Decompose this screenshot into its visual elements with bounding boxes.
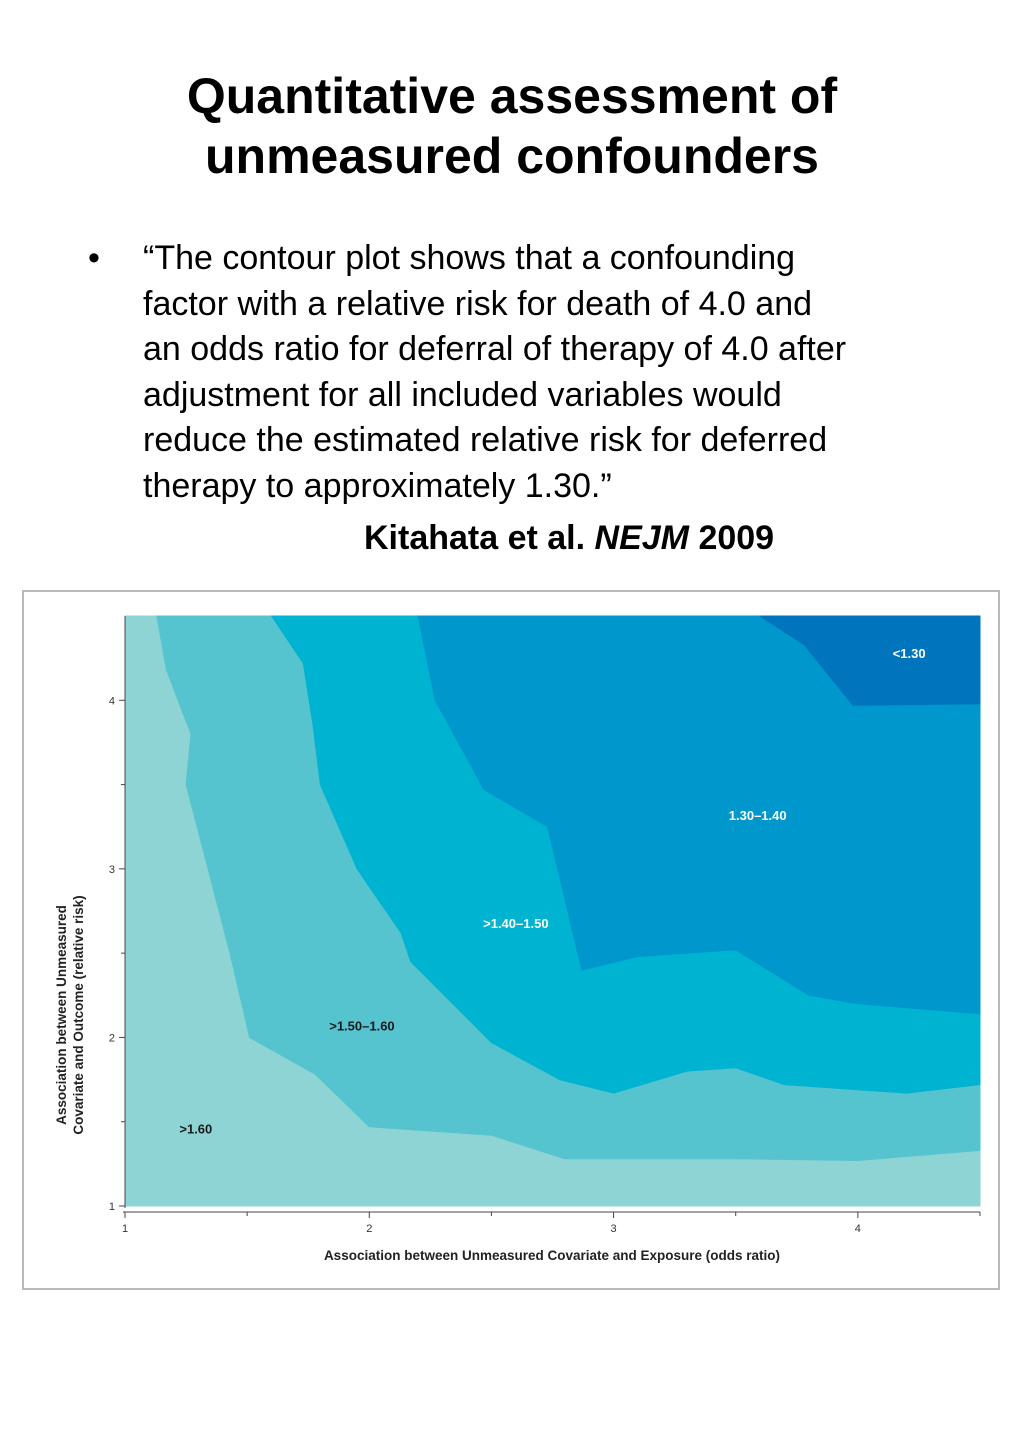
slide-title (0, 66, 1024, 186)
x-axis-title: Association between Unmeasured Covariate and Exposure (odds ratio) (323, 1248, 781, 1263)
region-label-4: 1.30–1.40 (728, 807, 787, 823)
x-tick-label: 4 (854, 1223, 861, 1235)
bullet-icon: • (88, 239, 100, 277)
region-label-1: >1.60 (179, 1121, 213, 1137)
title-line-2: unmeasured confounders (205, 128, 819, 184)
quote-line-4: adjustment for all included variables would (143, 375, 782, 414)
contour-regions (125, 616, 980, 1206)
y-tick-label: 4 (108, 695, 115, 708)
x-tick-label: 2 (366, 1223, 373, 1235)
title-line-1: Quantitative assessment of (186, 68, 838, 124)
quote-line-2: factor with a relative risk for death of 4.0 and (143, 284, 813, 323)
region-label-3: >1.40–1.50 (483, 915, 549, 931)
region-label-5: <1.30 (892, 646, 926, 662)
quote-line-5: reduce the estimated relative risk for deferred (143, 421, 828, 459)
quote-line-3: an odds ratio for deferral of therapy of 4.0 after (143, 330, 847, 368)
quote-line-6: therapy to approximately 1.30.” (143, 466, 612, 505)
y-tick-label: 2 (108, 1032, 115, 1045)
citation-year: 2009 (698, 519, 775, 557)
x-tick-label: 3 (610, 1223, 617, 1235)
contour-chart (24, 592, 998, 1288)
quote-text (143, 236, 943, 509)
figure-frame (22, 590, 1000, 1290)
citation-authors: Kitahata et al. (364, 519, 586, 557)
quote-line-1: “The contour plot shows that a confounding (143, 239, 796, 277)
y-tick-label: 1 (108, 1201, 115, 1213)
region-label-2: >1.50–1.60 (329, 1018, 395, 1034)
x-tick-label: 1 (121, 1223, 129, 1235)
y-axis-title-line-2: Covariate and Outcome (relative risk) (71, 895, 86, 1135)
citation (364, 516, 774, 561)
y-tick-label: 3 (108, 863, 115, 876)
y-axis-title-line-1: Association between Unmeasured (54, 905, 69, 1125)
citation-journal: NEJM (594, 519, 689, 557)
